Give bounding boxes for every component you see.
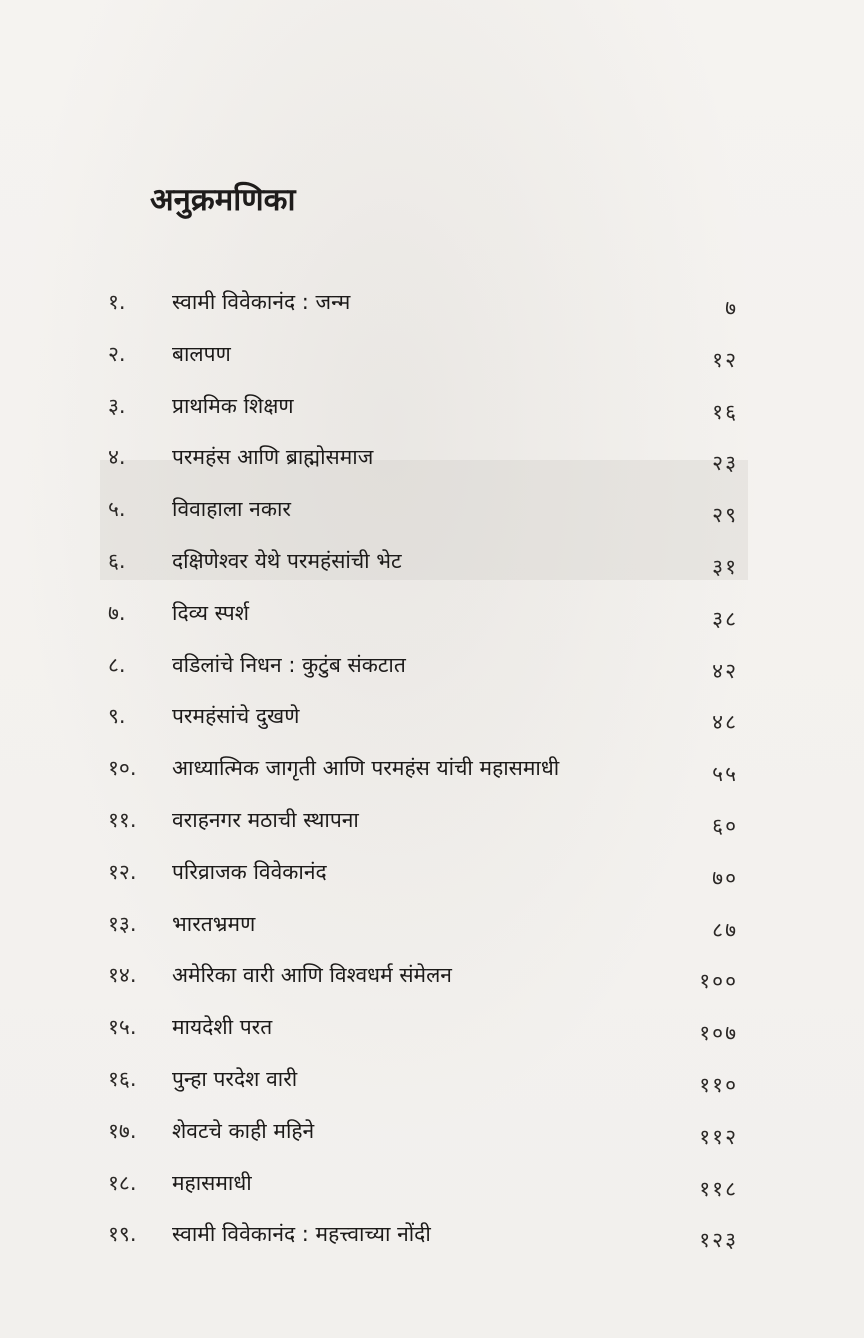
toc-row [108,704,748,756]
toc-row [108,497,748,549]
toc-row [108,290,748,342]
chapter-number: १७. [108,1118,137,1143]
toc-row [108,1015,748,1067]
chapter-number: ५. [108,497,126,522]
toc-row [108,860,748,912]
page-number: ४२ [712,658,738,683]
toc-row [108,653,748,705]
chapter-number: १९. [108,1222,137,1247]
chapter-title: महासमाधी [172,1170,252,1195]
page-number: ५५ [712,762,738,787]
toc-row [108,963,748,1015]
page-number: ११८ [699,1176,738,1201]
page-title: अनुक्रमणिका [150,182,296,218]
chapter-title: बालपण [172,341,231,366]
chapter-title: दिव्य स्पर्श [172,600,250,625]
toc-row [108,549,748,601]
page-number: ६० [712,813,738,838]
chapter-title: अमेरिका वारी आणि विश्वधर्म संमेलन [172,963,452,988]
chapter-number: १२. [108,859,137,884]
chapter-number: १४. [108,963,137,988]
toc-row [108,1171,748,1223]
chapter-number: ४. [108,445,126,470]
page-number: ३१ [712,554,738,579]
chapter-title: दक्षिणेश्वर येथे परमहंसांची भेट [172,548,402,573]
chapter-number: ९. [108,704,126,729]
page-number: १२३ [699,1228,738,1253]
chapter-number: १०. [108,756,137,781]
chapter-title: भारतभ्रमण [172,911,256,936]
chapter-number: ३. [108,393,126,418]
chapter-number: २. [108,341,126,366]
toc-row [108,394,748,446]
chapter-title: मायदेशी परत [172,1015,273,1040]
toc-row [108,342,748,394]
toc-row [108,601,748,653]
chapter-title: परिव्राजक विवेकानंद [172,859,327,884]
page-number: १०० [699,969,738,994]
chapter-number: १५. [108,1015,137,1040]
toc-row [108,1119,748,1171]
page-number: १२ [712,347,738,372]
page-number: ३८ [712,606,738,631]
chapter-title: स्वामी विवेकानंद : महत्त्वाच्या नोंदी [172,1222,431,1247]
page-number: १०७ [699,1021,738,1046]
page-number: ७ [725,296,738,320]
chapter-number: ७. [108,600,126,625]
page-number: ७० [712,865,738,890]
chapter-title: वडिलांचे निधन : कुटुंब संकटात [172,652,406,677]
chapter-title: शेवटचे काही महिने [172,1118,315,1143]
chapter-title: वराहनगर मठाची स्थापना [172,807,359,832]
chapter-title: परमहंसांचे दुखणे [172,704,300,729]
toc-row [108,756,748,808]
page-number: १६ [712,399,738,424]
chapter-title: आध्यात्मिक जागृती आणि परमहंस यांची महासमाधी [172,756,560,781]
chapter-title: विवाहाला नकार [172,497,291,522]
chapter-number: १३. [108,911,137,936]
chapter-number: १६. [108,1066,137,1091]
toc-row [108,1222,748,1274]
chapter-number: ८. [108,652,126,677]
toc-row [108,808,748,860]
chapter-number: ६. [108,548,126,573]
chapter-title: प्राथमिक शिक्षण [172,393,294,418]
page-number: ११२ [699,1124,738,1149]
chapter-number: ११. [108,807,137,832]
page-number: ११० [699,1072,738,1097]
toc-row [108,912,748,964]
page-number: ८७ [712,917,738,942]
chapter-number: १८. [108,1170,137,1195]
table-of-contents [108,290,748,1274]
chapter-title: स्वामी विवेकानंद : जन्म [172,290,351,314]
chapter-title: पुन्हा परदेश वारी [172,1066,298,1091]
chapter-title: परमहंस आणि ब्राह्मोसमाज [172,445,374,470]
page-number: ४८ [712,710,738,735]
page-number: २९ [712,503,738,528]
chapter-number: १. [108,290,126,314]
toc-row [108,445,748,497]
page-number: २३ [712,451,738,476]
toc-row [108,1067,748,1119]
